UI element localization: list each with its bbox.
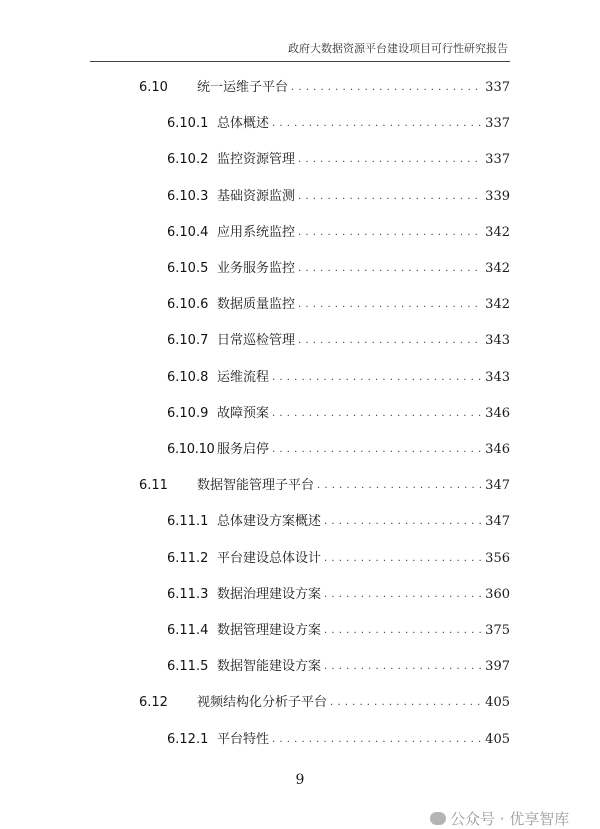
toc-page-number: 356	[485, 550, 510, 566]
toc-leader-dots	[324, 549, 482, 569]
toc-leader-dots	[324, 512, 482, 532]
toc-number: 6.11.1	[167, 514, 209, 530]
toc-subsection-entry[interactable]	[167, 585, 510, 605]
toc-number: 6.10.6	[167, 297, 209, 313]
toc-section-entry[interactable]	[139, 78, 510, 98]
watermark	[430, 808, 569, 829]
toc-number: 6.10.8	[167, 369, 209, 385]
toc-subsection-entry[interactable]	[167, 150, 510, 170]
toc-leader-dots	[298, 223, 482, 243]
wechat-icon	[430, 812, 446, 825]
toc-number: 6.10.4	[167, 224, 209, 240]
toc-leader-dots	[330, 693, 482, 713]
toc-page-number: 342	[485, 224, 510, 240]
toc-subsection-entry[interactable]	[167, 549, 510, 569]
toc-leader-dots	[298, 295, 482, 315]
toc-number: 6.11.3	[167, 586, 209, 602]
toc-subsection-entry[interactable]	[167, 295, 510, 315]
toc-subsection-entry[interactable]	[167, 114, 510, 134]
toc-page-number: 347	[485, 514, 510, 530]
toc-number: 6.10.9	[167, 405, 209, 421]
toc-subsection-entry[interactable]	[167, 512, 510, 532]
toc-number: 6.10.10	[167, 442, 215, 457]
toc-title: 业务服务监控	[217, 261, 296, 276]
toc-page-number: 343	[485, 369, 510, 385]
toc-page-number: 347	[485, 478, 510, 494]
watermark-text: 公众号 · 优享智库	[450, 810, 570, 828]
toc-leader-dots	[317, 476, 482, 496]
toc-leader-dots	[272, 368, 482, 388]
toc-title: 视频结构化分析子平台	[197, 695, 328, 711]
toc-subsection-entry[interactable]	[167, 187, 510, 207]
toc-title: 数据治理建设方案	[217, 586, 322, 602]
toc-title: 平台建设总体设计	[217, 550, 322, 566]
toc-page-number: 346	[485, 405, 510, 421]
toc-leader-dots	[291, 78, 482, 98]
toc-number: 6.11.4	[167, 623, 209, 638]
toc-number: 6.10.5	[167, 261, 209, 276]
toc-number: 6.11	[139, 478, 168, 494]
toc-leader-dots	[298, 259, 482, 279]
toc-title: 统一运维子平台	[197, 80, 289, 95]
toc-leader-dots	[298, 187, 482, 207]
toc-title: 总体概述	[217, 116, 270, 132]
toc-section-entry[interactable]	[139, 693, 510, 713]
toc-title: 数据智能建设方案	[217, 659, 322, 675]
toc-page-number: 339	[485, 188, 510, 204]
toc-number: 6.10	[139, 80, 168, 95]
toc-title: 监控资源管理	[217, 152, 296, 168]
page-number: 9	[295, 772, 305, 788]
toc-leader-dots	[272, 404, 482, 424]
toc-leader-dots	[298, 331, 482, 351]
toc-subsection-entry[interactable]	[167, 331, 510, 351]
toc-page-number: 375	[485, 623, 510, 638]
toc-number: 6.10.3	[167, 188, 209, 204]
toc-subsection-entry[interactable]	[167, 440, 510, 460]
toc-page-number: 337	[485, 152, 510, 168]
toc-page-number: 405	[485, 731, 510, 747]
toc-title: 应用系统监控	[217, 224, 296, 240]
toc-title: 数据质量监控	[217, 297, 296, 313]
toc-subsection-entry[interactable]	[167, 368, 510, 388]
toc-title: 基础资源监测	[217, 188, 296, 204]
toc-title: 数据管理建设方案	[217, 623, 322, 638]
toc-leader-dots	[298, 150, 482, 170]
toc-page-number: 337	[485, 80, 510, 95]
toc-title: 运维流程	[217, 369, 270, 385]
toc-subsection-entry[interactable]	[167, 621, 510, 641]
toc-title: 数据智能管理子平台	[197, 478, 315, 494]
toc-number: 6.10.7	[167, 333, 209, 349]
toc-subsection-entry[interactable]	[167, 259, 510, 279]
toc-subsection-entry[interactable]	[167, 730, 510, 750]
toc-number: 6.10.2	[167, 152, 209, 168]
toc-title: 故障预案	[217, 405, 270, 421]
toc-number: 6.12.1	[167, 731, 209, 747]
toc-leader-dots	[272, 440, 482, 460]
toc-section-entry[interactable]	[139, 476, 510, 496]
toc-title: 总体建设方案概述	[217, 514, 322, 530]
toc-title: 平台特性	[217, 731, 270, 747]
toc-number: 6.11.2	[167, 550, 209, 566]
toc-page-number: 342	[485, 297, 510, 313]
running-header: 政府大数据资源平台建设项目可行性研究报告	[288, 42, 508, 55]
toc-leader-dots	[272, 730, 482, 750]
toc-page-number: 346	[485, 442, 510, 457]
toc-subsection-entry[interactable]	[167, 404, 510, 424]
toc-leader-dots	[272, 114, 482, 134]
toc-page-number: 397	[485, 659, 510, 675]
toc-leader-dots	[324, 585, 482, 605]
toc-page-number: 337	[485, 116, 510, 132]
toc-page-number: 405	[485, 695, 510, 711]
toc-leader-dots	[324, 621, 482, 641]
toc-number: 6.12	[139, 695, 168, 711]
toc-title: 服务启停	[217, 442, 270, 457]
toc-page-number: 342	[485, 261, 510, 276]
toc-leader-dots	[324, 657, 482, 677]
toc-subsection-entry[interactable]	[167, 657, 510, 677]
toc-subsection-entry[interactable]	[167, 223, 510, 243]
toc-number: 6.10.1	[167, 116, 209, 132]
toc-page-number: 343	[485, 333, 510, 349]
toc-title: 日常巡检管理	[217, 333, 296, 349]
toc-page-number: 360	[485, 586, 510, 602]
toc-number: 6.11.5	[167, 659, 209, 675]
